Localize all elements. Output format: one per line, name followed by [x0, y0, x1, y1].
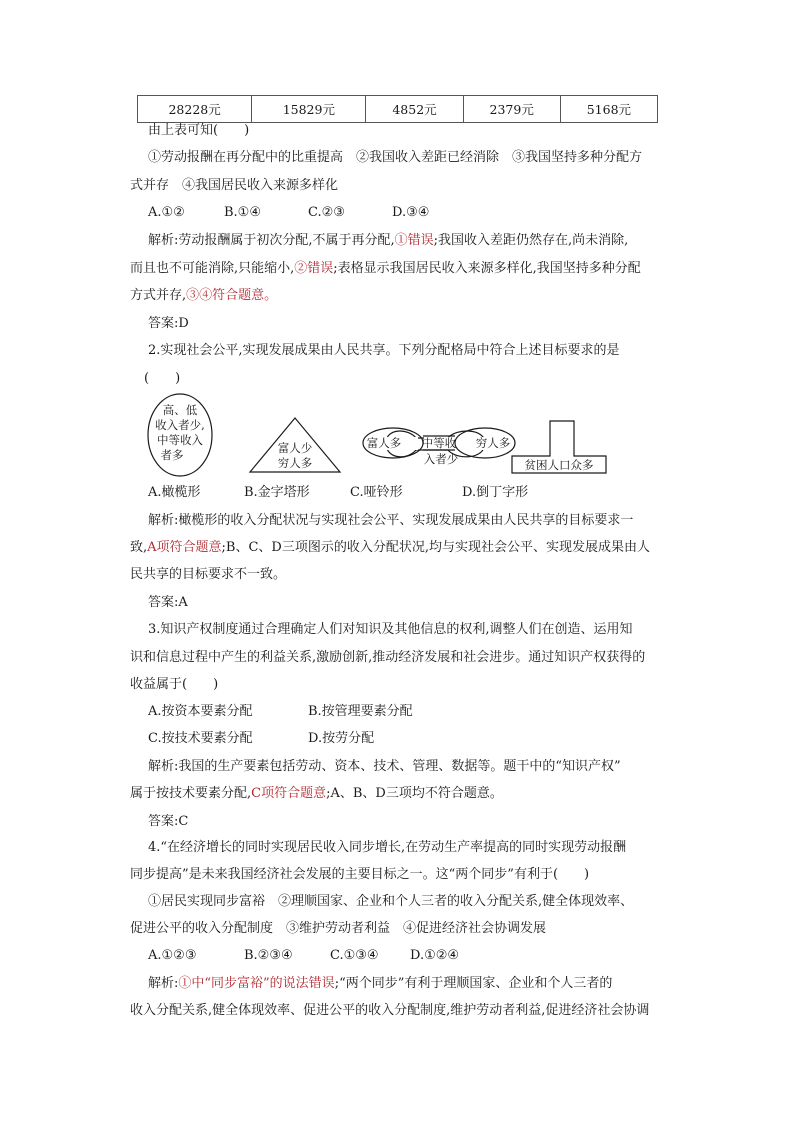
q4-option-d: D.①②④ — [410, 948, 460, 963]
olive-label: 收入者少, — [155, 418, 205, 432]
olive-label: 者多 — [160, 448, 184, 462]
q4-items-line: ①居民实现同步富裕 ②理顺国家、企业和个人三者的收入分配关系,健全体现效率、 — [148, 894, 634, 909]
table-cell: 28228元 — [138, 96, 252, 123]
q4-items-line: 促进公平的收入分配制度 ③维护劳动者利益 ④促进经济社会协调发展 — [130, 921, 547, 936]
q3-analysis: 解析:我国的生产要素包括劳动、资本、技术、管理、数据等。题干中的“知识产权” — [148, 759, 621, 774]
q1-analysis — [130, 286, 682, 306]
q4-option-a: A.①②③ — [148, 948, 197, 963]
dumbbell-shape-figure — [363, 428, 515, 466]
analysis-text: 解析: — [148, 976, 179, 991]
analysis-highlight: ③④符合题意。 — [186, 288, 278, 303]
olive-shape-figure — [148, 394, 212, 476]
q4-stem: 同步提高”是未来我国经济社会发展的主要目标之一。这“两个同步”有利于( ) — [130, 867, 590, 882]
dumbbell-label: 穷人多 — [475, 436, 511, 450]
pyramid-label: 富人少 — [277, 441, 313, 455]
olive-label: 高、低 — [162, 403, 198, 417]
q3-option-c: C.按技术要素分配 — [148, 731, 253, 746]
q1-analysis — [130, 259, 682, 279]
pyramid-label: 穷人多 — [277, 456, 313, 470]
inverted-t-label: 贫困人口众多 — [524, 458, 594, 472]
distribution-figures — [140, 390, 700, 480]
q1-items-line: 式并存 ④我国居民收入来源多样化 — [130, 178, 339, 193]
analysis-highlight: C项符合题意 — [251, 786, 327, 801]
analysis-text: ;表格显示我国居民收入来源多样化,我国坚持多种分配 — [333, 261, 641, 276]
analysis-highlight: ②错误 — [294, 261, 334, 276]
pyramid-shape-figure — [250, 418, 340, 472]
q1-stem: 由上表可知( ) — [148, 123, 250, 138]
q1-option-a: A.①② — [148, 205, 185, 220]
q2-analysis: 解析:橄榄形的收入分配状况与实现社会公平、实现发展成果由人民共享的目标要求一 — [148, 513, 634, 528]
q2-stem: 2.实现社会公平,实现发展成果由人民共享。下列分配格局中符合上述目标要求的是 — [148, 343, 620, 358]
table-cell: 4852元 — [366, 96, 463, 123]
analysis-text: ;“两个同步”有利于理顺国家、企业和个人三者的 — [334, 976, 613, 991]
q2-answer: 答案:A — [148, 595, 188, 610]
table-cell: 15829元 — [252, 96, 366, 123]
q1-option-d: D.③④ — [392, 205, 430, 220]
q3-option-a: A.按资本要素分配 — [148, 704, 253, 719]
analysis-text: ;我国收入差距仍然存在,尚未消除, — [433, 233, 629, 248]
analysis-highlight: ①错误 — [394, 233, 434, 248]
q3-option-b: B.按管理要素分配 — [308, 704, 413, 719]
inverted-t-shape-figure — [512, 421, 606, 473]
dumbbell-label: 富人多 — [366, 436, 402, 450]
analysis-highlight: A项符合题意 — [147, 540, 222, 555]
analysis-text: ;A、B、D三项均不符合题意。 — [326, 786, 503, 801]
q1-items-line: ①劳动报酬在再分配中的比重提高 ②我国收入差距已经消除 ③我国坚持多种分配方 — [148, 150, 643, 165]
q3-stem: 收益属于( ) — [130, 677, 219, 692]
income-table — [137, 95, 658, 123]
q2-analysis — [130, 538, 682, 558]
q2-option-d: D.倒丁字形 — [462, 485, 529, 500]
q1-option-b: B.①④ — [224, 205, 261, 220]
analysis-text: 属于按技术要素分配, — [130, 786, 252, 801]
q2-option-b: B.金字塔形 — [244, 485, 310, 500]
q2-option-a: A.橄榄形 — [148, 485, 201, 500]
olive-label: 中等收入 — [157, 433, 203, 447]
analysis-text: 解析:劳动报酬属于初次分配,不属于再分配, — [148, 233, 395, 248]
q4-analysis: 收入分配关系,健全体现效率、促进公平的收入分配制度,维护劳动者利益,促进经济社会协调 — [130, 1003, 650, 1018]
q4-stem: 4.“在经济增长的同时实现居民收入同步增长,在劳动生产率提高的同时实现劳动报酬 — [148, 840, 627, 855]
q4-option-c: C.①③④ — [330, 948, 379, 963]
q3-stem: 识和信息过程中产生的利益关系,激励创新,推动经济发展和社会进步。通过知识产权获得的 — [130, 650, 646, 665]
table-row — [138, 96, 658, 123]
analysis-text: ;B、C、D三项图示的收入分配状况,均与实现社会公平、实现发展成果由人 — [221, 540, 650, 555]
q3-stem: 3.知识产权制度通过合理确定人们对知识及其他信息的权利,调整人们在创造、运用知 — [148, 622, 633, 637]
analysis-text: 致, — [130, 540, 148, 555]
q2-stem: ( ) — [144, 371, 181, 386]
q3-analysis — [130, 784, 682, 804]
q3-option-d: D.按劳分配 — [308, 731, 375, 746]
analysis-highlight: ①中“同步富裕”的说法错误 — [178, 976, 335, 991]
q2-option-c: C.哑铃形 — [350, 485, 403, 500]
q2-analysis: 民共享的目标要求不一致。 — [130, 567, 287, 582]
dumbbell-label: 中等收 — [421, 436, 457, 450]
table-cell: 2379元 — [463, 96, 560, 123]
analysis-text: 而且也不可能消除,只能缩小, — [130, 261, 295, 276]
table-cell: 5168元 — [560, 96, 657, 123]
q1-option-c: C.②③ — [308, 205, 345, 220]
q1-analysis — [148, 231, 700, 251]
q3-answer: 答案:C — [148, 814, 189, 829]
dumbbell-label: 入者少 — [423, 452, 459, 466]
analysis-text: 方式并存, — [130, 288, 187, 303]
q4-analysis — [148, 974, 700, 994]
q1-answer: 答案:D — [148, 316, 189, 331]
q4-option-b: B.②③④ — [244, 948, 293, 963]
